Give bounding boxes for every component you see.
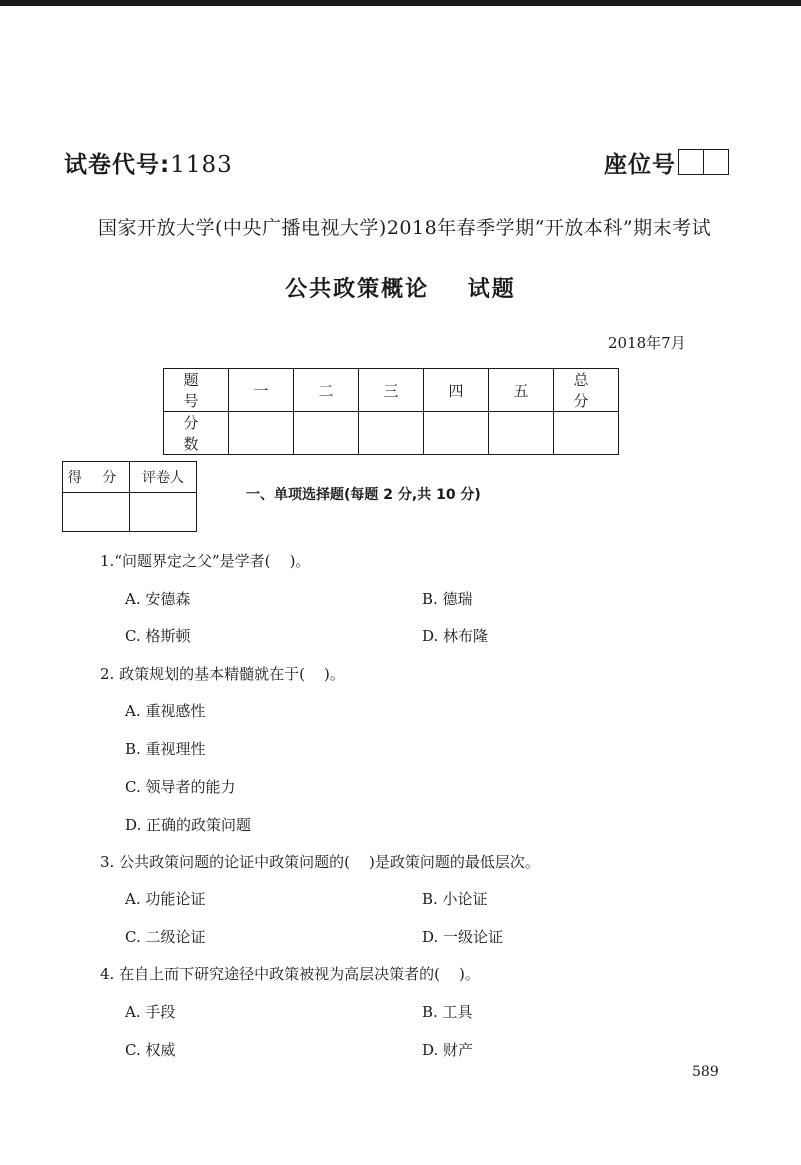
question-number-label: 题 号 bbox=[164, 369, 229, 412]
score-column-header: 五 bbox=[489, 369, 554, 412]
score-label: 分 数 bbox=[164, 412, 229, 455]
score-table bbox=[163, 368, 619, 455]
score-table-score-row bbox=[164, 412, 619, 455]
option: A. 安德森 bbox=[125, 590, 191, 608]
university-line: 国家开放大学(中央广播电视大学)2018年春季学期“开放本科”期末考试 bbox=[98, 217, 712, 239]
question-4 bbox=[100, 963, 480, 984]
score-cell bbox=[554, 412, 619, 455]
question-1 bbox=[100, 550, 310, 571]
option: B. 小论证 bbox=[422, 890, 488, 908]
option: D. 一级论证 bbox=[422, 928, 504, 946]
option: B. 重视理性 bbox=[125, 740, 206, 758]
seat-box bbox=[704, 149, 729, 175]
exam-code-label: 试卷代号: bbox=[64, 152, 171, 178]
exam-code bbox=[64, 146, 233, 179]
score-cell bbox=[424, 412, 489, 455]
score-cell bbox=[489, 412, 554, 455]
seat-box bbox=[678, 149, 704, 175]
grader-score-label: 得 分 bbox=[63, 462, 130, 493]
score-table-header-row bbox=[164, 369, 619, 412]
seat-label: 座位号 bbox=[604, 152, 676, 178]
score-column-header: 总 分 bbox=[554, 369, 619, 412]
option: C. 二级论证 bbox=[125, 928, 206, 946]
option: D. 财产 bbox=[422, 1041, 474, 1059]
score-column-header: 四 bbox=[424, 369, 489, 412]
question-stem: 政策规划的基本精髓就在于( )。 bbox=[119, 665, 345, 683]
question-stem: 公共政策问题的论证中政策问题的( )是政策问题的最低层次。 bbox=[119, 853, 540, 871]
score-cell bbox=[294, 412, 359, 455]
option: C. 权威 bbox=[125, 1041, 176, 1059]
grader-score-cell bbox=[63, 493, 130, 532]
grader-name-cell bbox=[130, 493, 197, 532]
section-title: 一、单项选择题(每题 2 分,共 10 分) bbox=[246, 487, 481, 503]
score-cell bbox=[229, 412, 294, 455]
grader-table-header-row bbox=[63, 462, 197, 493]
option: D. 林布隆 bbox=[422, 627, 489, 645]
scan-top-edge bbox=[0, 0, 801, 6]
grader-table bbox=[62, 461, 197, 532]
option: A. 功能论证 bbox=[125, 890, 206, 908]
question-stem: 在自上而下研究途径中政策被视为高层决策者的( )。 bbox=[119, 965, 480, 983]
question-stem: “问题界定之父”是学者( )。 bbox=[114, 552, 311, 570]
seat-number-boxes bbox=[678, 149, 729, 175]
score-column-header: 二 bbox=[294, 369, 359, 412]
question-number: 4. bbox=[100, 965, 115, 983]
score-column-header: 三 bbox=[359, 369, 424, 412]
option: A. 手段 bbox=[125, 1003, 176, 1021]
grader-label: 评卷人 bbox=[130, 462, 197, 493]
question-number: 2. bbox=[100, 665, 115, 683]
option: B. 工具 bbox=[422, 1003, 473, 1021]
page-number: 589 bbox=[692, 1064, 719, 1080]
option: B. 德瑞 bbox=[422, 590, 473, 608]
grader-table-entry-row bbox=[63, 493, 197, 532]
score-column-header: 一 bbox=[229, 369, 294, 412]
exam-title: 公共政策概论 试题 bbox=[285, 277, 516, 302]
exam-date: 2018年7月 bbox=[608, 334, 686, 352]
option: D. 正确的政策问题 bbox=[125, 816, 252, 834]
question-3 bbox=[100, 851, 540, 872]
question-2 bbox=[100, 663, 345, 684]
seat-number bbox=[604, 146, 729, 179]
exam-code-value: 1183 bbox=[170, 152, 233, 178]
option: C. 领导者的能力 bbox=[125, 778, 236, 796]
option: C. 格斯顿 bbox=[125, 627, 191, 645]
question-number: 3. bbox=[100, 853, 115, 871]
question-number: 1. bbox=[100, 552, 115, 570]
option: A. 重视感性 bbox=[125, 702, 206, 720]
score-cell bbox=[359, 412, 424, 455]
